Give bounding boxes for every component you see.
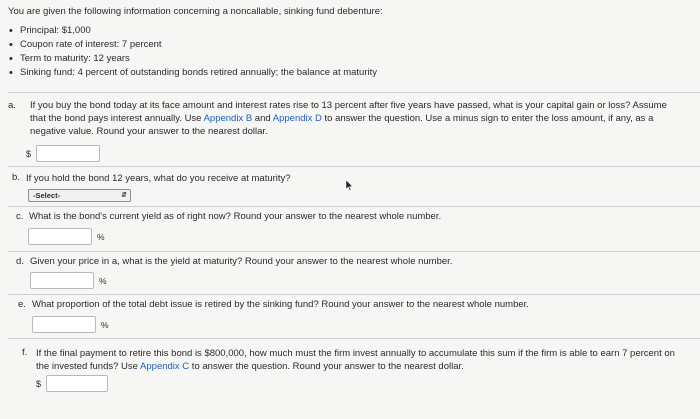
question-f-text — [36, 347, 700, 373]
question-a-line1: If you buy the bond today at its face amount and interest rates rise to 13 percent after five years have passed, what is your capital gain or loss? Assume — [30, 100, 667, 111]
mouse-cursor-icon — [345, 180, 353, 191]
dollar-sign: $ — [26, 149, 32, 159]
question-e-text: What proportion of the total debt issue is retired by the sinking fund? Round your answer to the nearest whole number. — [32, 299, 529, 310]
question-f-line2-pre: the invested funds? Use — [36, 361, 141, 372]
principal-item: • Principal: $1,000 — [8, 24, 377, 38]
sinking-fund-item: • Sinking fund: 4 percent of outstanding bonds retired annually; the balance at maturity — [8, 66, 377, 80]
question-a-letter: a. — [8, 100, 16, 111]
question-d — [8, 251, 700, 295]
capital-gain-loss-input[interactable] — [36, 145, 100, 162]
question-f — [8, 338, 700, 419]
question-c — [8, 206, 700, 252]
question-a-line2-post: to answer the question. Use a minus sign to enter the loss amount, if any, as a — [321, 113, 654, 124]
yield-to-maturity-input[interactable] — [30, 272, 94, 289]
percent-sign: % — [99, 276, 107, 286]
question-a-text — [8, 99, 700, 138]
question-d-letter: d. — [16, 256, 24, 267]
question-a-line2-mid: and — [252, 113, 273, 124]
question-a — [8, 92, 700, 167]
question-f-letter: f. — [22, 347, 28, 358]
maturity-receive-select[interactable] — [28, 189, 131, 202]
question-f-line2-post: to answer the question. Round your answer to the nearest dollar. — [189, 361, 464, 372]
question-b-text: If you hold the bond 12 years, what do you receive at maturity? — [26, 173, 291, 184]
question-a-line2-pre: that the bond pays interest annually. Use — [30, 113, 204, 124]
question-c-text: What is the bond's current yield as of right now? Round your answer to the nearest whole number. — [29, 211, 442, 222]
dollar-sign: $ — [36, 379, 42, 389]
question-f-line1: If the final payment to retire this bond is $800,000, how much must the firm invest annually to accumulate this sum if the firm is able to earn 7 percent on — [36, 348, 675, 359]
appendix-c-link[interactable]: Appendix C — [140, 361, 190, 372]
question-b-letter: b. — [12, 172, 20, 183]
coupon-rate-item: • Coupon rate of interest: 7 percent — [8, 38, 377, 52]
question-e — [8, 294, 700, 339]
appendix-b-link[interactable]: Appendix B — [203, 113, 253, 124]
appendix-d-link[interactable]: Appendix D — [272, 113, 322, 124]
percent-sign: % — [101, 320, 109, 330]
select-arrows-icon: ⇵ — [121, 192, 127, 199]
current-yield-input[interactable] — [28, 228, 92, 245]
sinking-fund-proportion-input[interactable] — [32, 316, 96, 333]
annual-investment-input[interactable] — [46, 375, 108, 392]
select-value: -Select- — [33, 191, 61, 200]
percent-sign: % — [97, 232, 105, 242]
question-c-letter: c. — [16, 211, 24, 222]
term-item: • Term to maturity: 12 years — [8, 52, 377, 66]
question-b — [8, 166, 700, 207]
bond-details-list — [8, 24, 377, 80]
question-a-line3: negative value. Round your answer to the nearest dollar. — [30, 126, 268, 137]
problem-intro: You are given the following information concerning a noncallable, sinking fund debenture: — [8, 6, 383, 17]
question-d-text: Given your price in a, what is the yield at maturity? Round your answer to the nearest whole number. — [30, 256, 453, 267]
question-e-letter: e. — [18, 299, 26, 310]
